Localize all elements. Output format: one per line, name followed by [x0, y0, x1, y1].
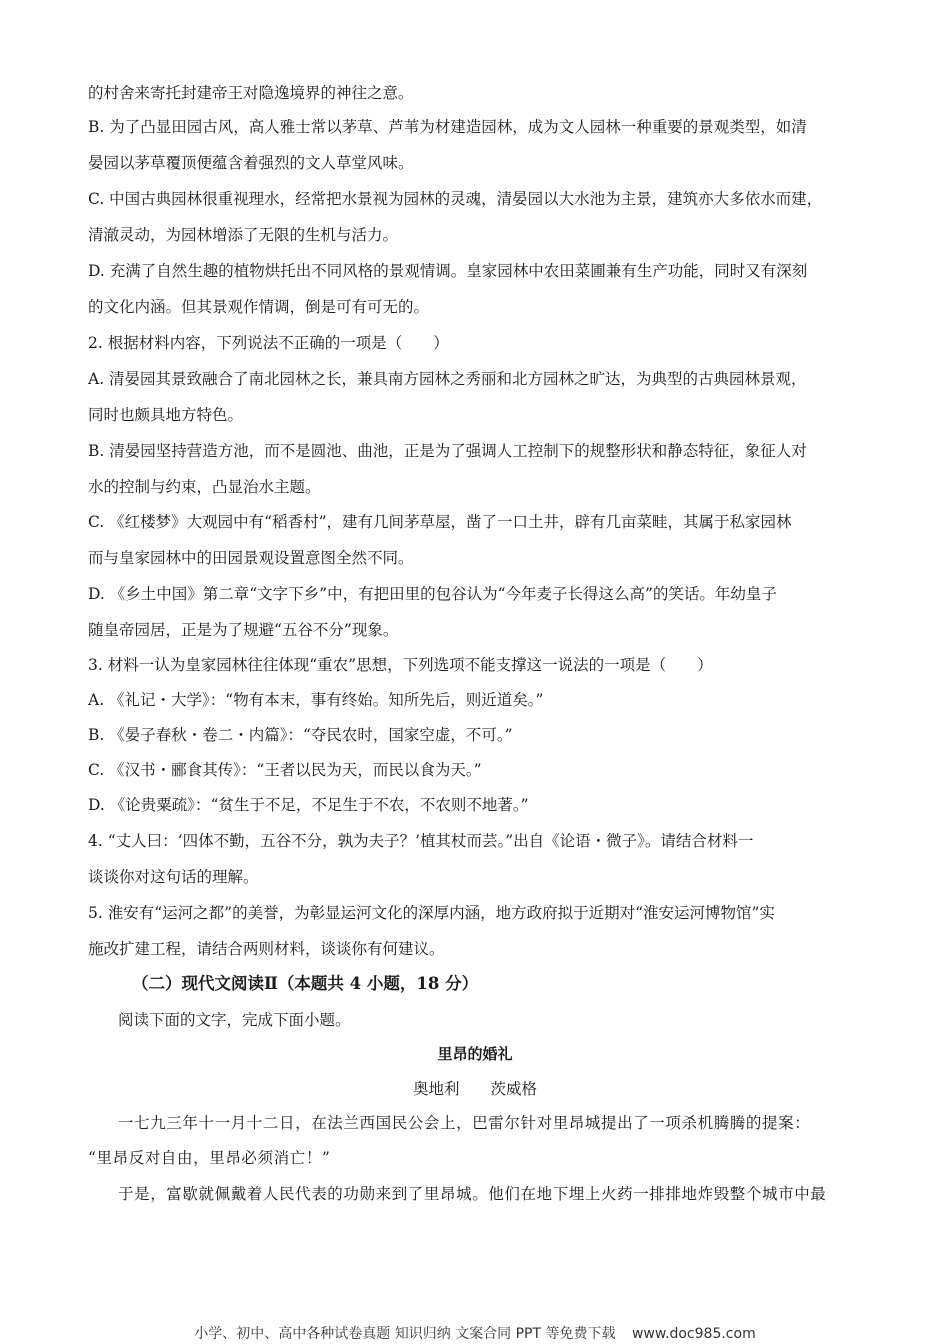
option-c-q2: C. 《红楼梦》大观园中有“稻香村”，建有几间茅草屋，凿了一口土井，辟有几亩菜畦，其属于私家园林 — [88, 513, 792, 531]
option-b-q2: B. 清晏园坚持营造方池，而不是圆池、曲池，正是为了强调人工控制下的规整形状和静态特征，象征人对 — [88, 442, 807, 460]
text-line: 清澈灵动，为园林增添了无限的生机与活力。 — [88, 226, 399, 244]
instruction: 阅读下面的文字，完成下面小题。 — [118, 1011, 351, 1029]
option-d-q1: D. 充满了自然生趣的植物烘托出不同风格的景观情调。皇家园林中农田菜圃兼有生产功能，同时又有深刻 — [88, 262, 808, 280]
option-c-q3: C. 《汉书・郦食其传》：“王者以民为天，而民以食为天。” — [88, 761, 482, 779]
story-paragraph: “里昂反对自由，里昂必须消亡！” — [88, 1149, 331, 1167]
text-line: 而与皇家园林中的田园景观设置意图全然不同。 — [88, 549, 414, 567]
option-a-q3: A. 《礼记・大学》：“物有本末，事有终始。知所先后，则近道矣。” — [88, 691, 544, 709]
section-heading: （二）现代文阅读Ⅱ（本题共 4 小题，18 分） — [132, 974, 479, 993]
option-d-q3: D. 《论贵粟疏》：“贫生于不足，不足生于不农，不农则不地著。” — [88, 796, 529, 814]
text-line: 施改扩建工程，请结合两则材料，谈谈你有何建议。 — [88, 940, 445, 958]
question-2: 2. 根据材料内容，下列说法不正确的一项是（ ） — [88, 334, 449, 352]
footer-site-link[interactable]: www.doc985.com — [631, 1326, 756, 1342]
story-title: 里昂的婚礼 — [437, 1045, 513, 1063]
option-b-q1: B. 为了凸显田园古风，高人雅士常以茅草、芦苇为材建造园林，成为文人园林一种重要的景观类型，如清 — [88, 118, 807, 136]
story-paragraph: 于是，富歇就佩戴着人民代表的功勋来到了里昂城。他们在地下埋上火药一排排地炸毁整个城市中最 — [118, 1185, 827, 1203]
option-a-q2: A. 清晏园其景致融合了南北园林之长，兼具南方园林之秀丽和北方园林之旷达，为典型的古典园林景观， — [88, 370, 807, 388]
text-line: 的村舍来寄托封建帝王对隐逸境界的神往之意。 — [88, 84, 414, 102]
story-author: 奥地利 茨威格 — [412, 1080, 537, 1098]
footer-text: 小学、初中、高中各种试卷真题 知识归纳 文案合同 PPT 等免费下载 — [194, 1326, 616, 1342]
option-b-q3: B. 《晏子春秋・卷二・内篇》：“夺民农时，国家空虚，不可。” — [88, 726, 513, 744]
text-line: 同时也颇具地方特色。 — [88, 406, 244, 424]
question-4: 4. “丈人曰：‘四体不勤，五谷不分，孰为夫子？’植其杖而芸。”出自《论语・微子》。请结合材料一 — [88, 832, 754, 850]
story-paragraph: 一七九三年十一月十二日，在法兰西国民公会上，巴雷尔针对里昂城提出了一项杀机腾腾的提案： — [118, 1114, 811, 1132]
text-line: 水的控制与约束，凸显治水主题。 — [88, 478, 321, 496]
text-line: 随皇帝园居，正是为了规避“五谷不分”现象。 — [88, 621, 399, 639]
text-line: 的文化内涵。但其景观作情调，倒是可有可无的。 — [88, 298, 430, 316]
option-d-q2: D. 《乡土中国》第二章“文字下乡”中，有把田里的包谷认为“今年麦子长得这么高”的笑话。年幼皇子 — [88, 585, 777, 603]
text-line: 谈谈你对这句话的理解。 — [88, 868, 259, 886]
text-line: 晏园以茅草覆顶便蕴含着强烈的文人草堂风味。 — [88, 154, 414, 172]
question-3: 3. 材料一认为皇家园林往往体现“重农”思想，下列选项不能支撑这一说法的一项是（ ） — [88, 656, 713, 674]
question-5: 5. 淮安有“运河之都”的美誉，为彰显运河文化的深厚内涵，地方政府拟于近期对“淮安运河博物馆”实 — [88, 904, 775, 922]
option-c-q1: C. 中国古典园林很重视理水，经常把水景视为园林的灵魂，清晏园以大水池为主景，建筑亦大多依水而建， — [88, 190, 823, 208]
page-footer — [0, 1323, 950, 1343]
